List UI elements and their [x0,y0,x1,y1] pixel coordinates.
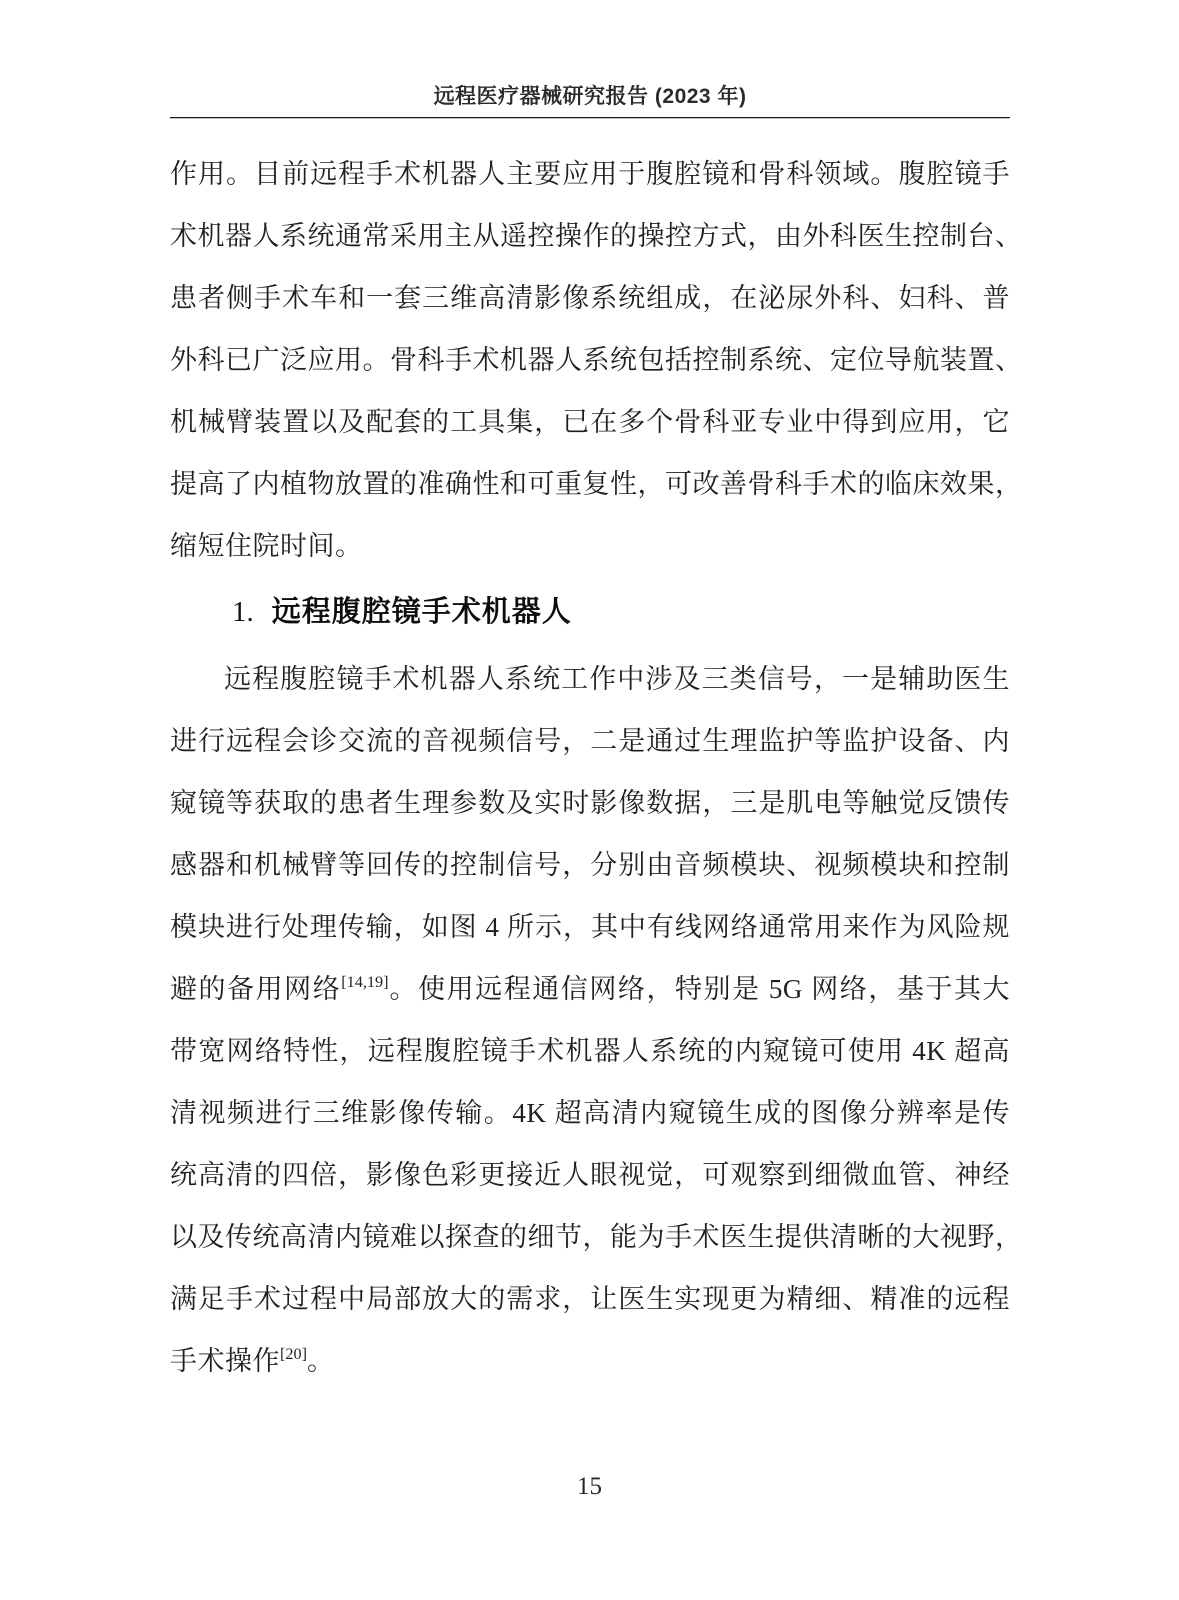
text-line: 窥镜等获取的患者生理参数及实时影像数据，三是肌电等触觉反馈传 [170,788,1010,818]
text-line: 手术操作[20]。 [170,1345,335,1376]
header-divider [170,117,1010,119]
text-line: 避的备用网络[14,19]。使用远程通信网络，特别是 5G 网络，基于其大 [170,973,1011,1004]
text-line: 清视频进行三维影像传输。4K 超高清内窥镜生成的图像分辨率是传 [170,1098,1010,1128]
text-line: 外科已广泛应用。骨科手术机器人系统包括控制系统、定位导航装置、 [170,345,1023,375]
text-line: 满足手术过程中局部放大的需求，让医生实现更为精细、精准的远程 [170,1284,1010,1314]
citation-reference: [20] [280,1345,307,1363]
citation-reference: [14,19] [341,973,389,991]
section-heading-number: 1. [232,596,254,628]
paragraph-1 [170,143,1023,577]
text-line: 作用。目前远程手术机器人主要应用于腹腔镜和骨科领域。腹腔镜手 [170,159,1010,189]
paragraph-2 [170,648,1023,1392]
text-line: 进行远程会诊交流的音视频信号，二是通过生理监护等监护设备、内 [170,726,1010,756]
text-line: 带宽网络特性，远程腹腔镜手术机器人系统的内窥镜可使用 4K 超高 [170,1036,1010,1066]
text-line: 以及传统高清内镜难以探查的细节，能为手术医生提供清晰的大视野， [170,1222,1023,1252]
text-line: 患者侧手术车和一套三维高清影像系统组成，在泌尿外科、妇科、普 [170,283,1010,313]
page-header [0,84,1179,119]
section-heading-title: 远程腹腔镜手术机器人 [271,596,572,628]
section-heading [232,590,1010,634]
text-line: 机械臂装置以及配套的工具集，已在多个骨科亚专业中得到应用，它 [170,407,1010,437]
page-header-title: 远程医疗器械研究报告 (2023 年) [433,85,747,108]
text-line: 感器和机械臂等回传的控制信号，分别由音频模块、视频模块和控制 [170,850,1010,880]
text-line: 术机器人系统通常采用主从遥控操作的操控方式，由外科医生控制台、 [170,221,1023,251]
document-body [170,143,1023,1392]
text-line: 远程腹腔镜手术机器人系统工作中涉及三类信号，一是辅助医生 [224,664,1010,694]
text-line: 模块进行处理传输，如图 4 所示，其中有线网络通常用来作为风险规 [170,912,1010,942]
text-line: 统高清的四倍，影像色彩更接近人眼视觉，可观察到细微血管、神经 [170,1160,1010,1190]
text-line: 缩短住院时间。 [170,531,363,561]
text-line: 提高了内植物放置的准确性和可重复性，可改善骨科手术的临床效果， [170,469,1023,499]
page-number: 15 [577,1473,602,1500]
